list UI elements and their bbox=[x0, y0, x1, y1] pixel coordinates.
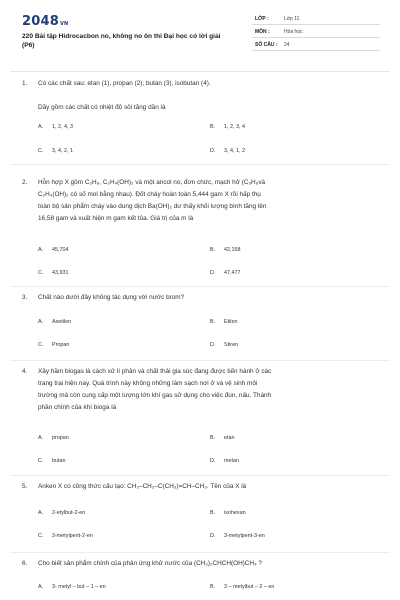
question-number: 3. bbox=[22, 294, 28, 301]
answer-option[interactable] bbox=[210, 458, 239, 464]
option-letter: B. bbox=[210, 510, 216, 516]
question-line: 16,58 gam và xuất hiện m gam kết tủa. Giá trị của m là bbox=[38, 215, 194, 222]
option-text: 3, 4, 1, 2 bbox=[224, 148, 245, 154]
answer-option[interactable] bbox=[210, 247, 241, 253]
option-text: 3- metyl – but – 1 – en bbox=[52, 584, 106, 590]
question-text bbox=[38, 292, 388, 304]
answer-option[interactable] bbox=[38, 270, 69, 276]
answer-option[interactable] bbox=[210, 124, 245, 130]
question-text bbox=[38, 78, 388, 114]
option-text: 1, 2, 3, 4 bbox=[224, 124, 245, 130]
question-number: 2. bbox=[22, 179, 28, 186]
question-text bbox=[38, 177, 388, 225]
option-text: 43,931 bbox=[52, 270, 69, 276]
answer-option[interactable] bbox=[210, 584, 274, 590]
logo-suffix: VN bbox=[59, 21, 69, 27]
document-header bbox=[0, 0, 400, 70]
question-text bbox=[38, 558, 388, 570]
option-text: 3-metylpent-3-en bbox=[224, 533, 265, 539]
meta-key: SỐ CÂU : bbox=[255, 42, 278, 48]
option-text: 47,477 bbox=[224, 270, 241, 276]
option-letter: A. bbox=[38, 435, 44, 441]
answer-option[interactable] bbox=[38, 458, 66, 464]
option-letter: A. bbox=[38, 124, 44, 130]
answer-option[interactable] bbox=[38, 510, 85, 516]
question-line: trường mà còn cung cấp một lượng lớn khí gas sử dụng cho việc đun, nấu. Thành bbox=[38, 392, 272, 399]
option-letter: A. bbox=[38, 584, 44, 590]
meta-key: MÔN : bbox=[255, 29, 270, 35]
question-number: 1. bbox=[22, 80, 28, 87]
option-letter: D. bbox=[210, 533, 216, 539]
question-divider bbox=[10, 552, 390, 553]
meta-value: 24 bbox=[284, 42, 290, 48]
answer-option[interactable] bbox=[38, 148, 73, 154]
option-text: Etilen bbox=[224, 319, 238, 325]
question-divider bbox=[10, 286, 390, 287]
question-line: Anken X có công thức cấu tạo: CH₃–CH₂–C(CH₃)=CH–CH₃. Tên của X là bbox=[38, 483, 247, 490]
option-text: 3 – metylbut – 2 – en bbox=[224, 584, 275, 590]
meta-value: Hóa học bbox=[284, 29, 303, 35]
answer-option[interactable] bbox=[38, 584, 106, 590]
option-letter: D. bbox=[210, 148, 216, 154]
option-letter: B. bbox=[210, 124, 216, 130]
option-text: Propan bbox=[52, 342, 70, 348]
answer-option[interactable] bbox=[38, 533, 93, 539]
option-letter: B. bbox=[210, 584, 216, 590]
question-line bbox=[38, 90, 388, 102]
option-text: butan bbox=[52, 458, 66, 464]
option-letter: A. bbox=[38, 319, 44, 325]
question-number: 4. bbox=[22, 368, 28, 375]
option-letter: B. bbox=[210, 319, 216, 325]
answer-option[interactable] bbox=[210, 533, 265, 539]
meta-row-subject bbox=[252, 25, 380, 38]
option-text: isohexan bbox=[224, 510, 246, 516]
question-line: Chất nào dưới đây không tác dụng với nước brom? bbox=[38, 294, 185, 301]
option-letter: C. bbox=[38, 533, 44, 539]
question-divider bbox=[10, 475, 390, 476]
option-letter: C. bbox=[38, 148, 44, 154]
option-text: 1, 2, 4, 3 bbox=[52, 124, 73, 130]
option-text: Axetilen bbox=[52, 319, 72, 325]
question-line: Hỗn hợp X gồm C₃H₈, C₂H₄(OH)₂ và một ancol no, đơn chức, mạch hở (C₃H₈và bbox=[38, 179, 266, 186]
answer-option[interactable] bbox=[210, 270, 241, 276]
question-text bbox=[38, 481, 388, 493]
question-line: trang trại hiện nay. Quá trình này không những làm sạch nơi ở và vệ sinh môi bbox=[38, 380, 258, 387]
answer-option[interactable] bbox=[210, 342, 238, 348]
option-text: etan bbox=[224, 435, 235, 441]
question-number: 5. bbox=[22, 483, 28, 490]
header-divider bbox=[10, 71, 390, 72]
answer-option[interactable] bbox=[38, 247, 69, 253]
answer-option[interactable] bbox=[38, 342, 69, 348]
option-letter: B. bbox=[210, 435, 216, 441]
option-text: Stiren bbox=[224, 342, 239, 348]
question-line: Có các chất sau: etan (1), propan (2), butan (3), isobutan (4). bbox=[38, 80, 211, 87]
option-letter: D. bbox=[210, 342, 216, 348]
meta-row-class bbox=[252, 12, 380, 25]
option-text: 45,704 bbox=[52, 247, 69, 253]
option-letter: C. bbox=[38, 458, 44, 464]
question-line: Cho biết sản phẩm chính của phản ứng khử nước của (CH₃)₂CHCH(OH)CH₃ ? bbox=[38, 560, 262, 567]
question-divider bbox=[10, 360, 390, 361]
option-letter: A. bbox=[38, 247, 44, 253]
answer-option[interactable] bbox=[210, 319, 238, 325]
meta-panel bbox=[252, 12, 380, 51]
option-letter: D. bbox=[210, 458, 216, 464]
meta-key: LỚP : bbox=[255, 16, 269, 22]
answer-option[interactable] bbox=[38, 435, 69, 441]
option-text: 2-etylbut-2-en bbox=[52, 510, 86, 516]
question-line: phần chính của khí bioga là bbox=[38, 404, 117, 411]
meta-row-question-count bbox=[252, 38, 380, 51]
question-text bbox=[38, 366, 388, 414]
logo-text: 2048 bbox=[22, 14, 59, 29]
option-text: 42,158 bbox=[224, 247, 241, 253]
option-letter: B. bbox=[210, 247, 216, 253]
option-text: 3-metylpent-2-en bbox=[52, 533, 93, 539]
option-text: metan bbox=[224, 458, 239, 464]
answer-option[interactable] bbox=[210, 435, 235, 441]
answer-option[interactable] bbox=[38, 124, 73, 130]
option-letter: A. bbox=[38, 510, 44, 516]
site-logo[interactable] bbox=[22, 14, 68, 29]
document-title: 220 Bài tập Hidrocacbon no, không no ôn thi Đại học có lời giải (P6) bbox=[22, 33, 221, 49]
question-number: 6. bbox=[22, 560, 28, 567]
option-text: propan bbox=[52, 435, 69, 441]
option-letter: D. bbox=[210, 270, 216, 276]
question-line: C₂H₄(OH)₂ có số mol bằng nhau). Đốt cháy hoàn toàn 5,444 gam X rồi hấp thụ bbox=[38, 191, 261, 198]
question-line: Dãy gồm các chất có nhiệt độ sôi tăng dần là bbox=[38, 104, 166, 111]
answer-option[interactable] bbox=[210, 510, 246, 516]
question-line: toàn bộ sản phẩm cháy vào dung dịch Ba(OH)₂ dư thấy khối lượng bình tăng lên bbox=[38, 203, 267, 210]
answer-option[interactable] bbox=[38, 319, 71, 325]
option-letter: C. bbox=[38, 342, 44, 348]
meta-value: Lớp 11 bbox=[284, 16, 300, 22]
question-divider bbox=[10, 164, 390, 165]
option-letter: C. bbox=[38, 270, 44, 276]
answer-option[interactable] bbox=[210, 148, 245, 154]
option-text: 3, 4, 2, 1 bbox=[52, 148, 73, 154]
question-line: Xây hầm biogas là cách xử lí phân và chất thải gia súc đang được tiến hành ở các bbox=[38, 368, 272, 375]
